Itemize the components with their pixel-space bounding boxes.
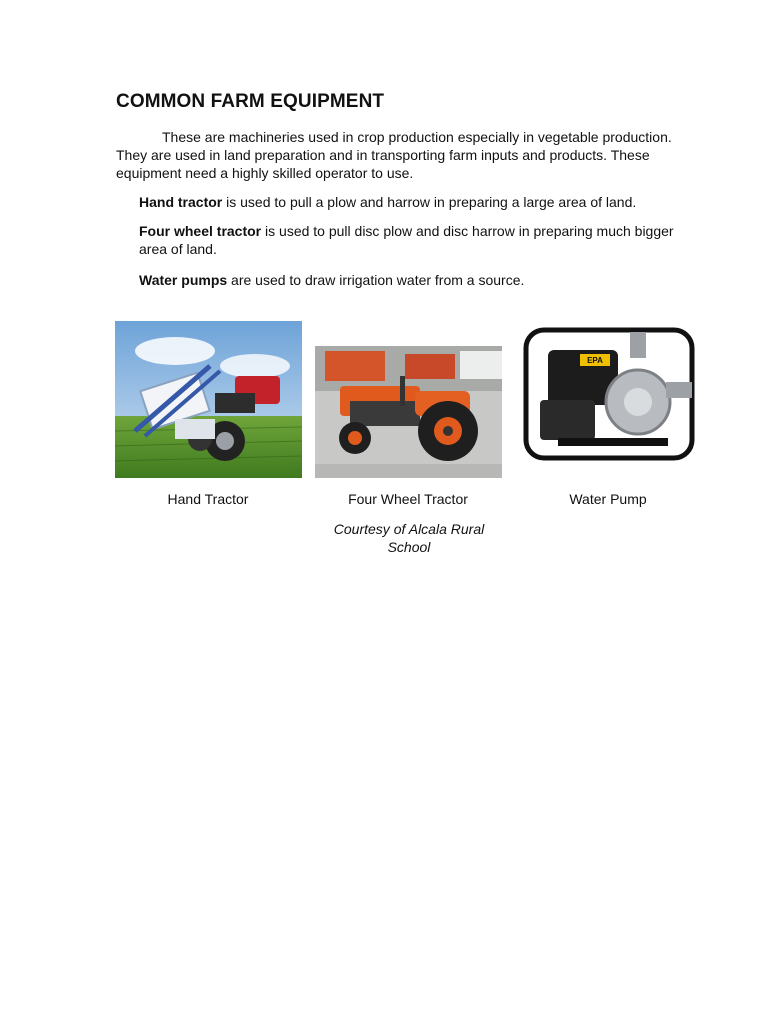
water-pump-image (518, 320, 698, 465)
hand-tractor-image (115, 321, 302, 478)
hand-tractor-caption: Hand Tractor (167, 491, 249, 507)
courtesy-credit: Courtesy of Alcala Rural School (333, 521, 485, 555)
hand-tractor-text: is used to pull a plow and harrow in preparing a large area of land. (222, 194, 637, 210)
four-wheel-tractor-term: Four wheel tractor (139, 223, 262, 239)
page-title: COMMON FARM EQUIPMENT (116, 91, 385, 112)
four-wheel-tractor-text: is used to pull disc plow and disc harrow in preparing much bigger area of land. (139, 223, 674, 257)
pump-brand-label: EPA (587, 356, 603, 365)
water-pump-caption: Water Pump (569, 491, 647, 507)
four-wheel-tractor-caption: Four Wheel Tractor (348, 491, 468, 507)
four-wheel-tractor-description (139, 222, 691, 258)
water-pump-term: Water pumps (139, 272, 228, 288)
hand-tractor-description (139, 193, 691, 211)
water-pump-description (139, 271, 691, 289)
intro-paragraph: These are machineries used in crop production especially in vegetable production. They are used in land preparation and in transporting farm inputs and products. These equipment need a highly skilled operator to use. (116, 129, 672, 181)
water-pump-text: are used to draw irrigation water from a source. (227, 272, 525, 288)
hand-tractor-term: Hand tractor (139, 194, 223, 210)
four-wheel-tractor-image (315, 346, 502, 478)
